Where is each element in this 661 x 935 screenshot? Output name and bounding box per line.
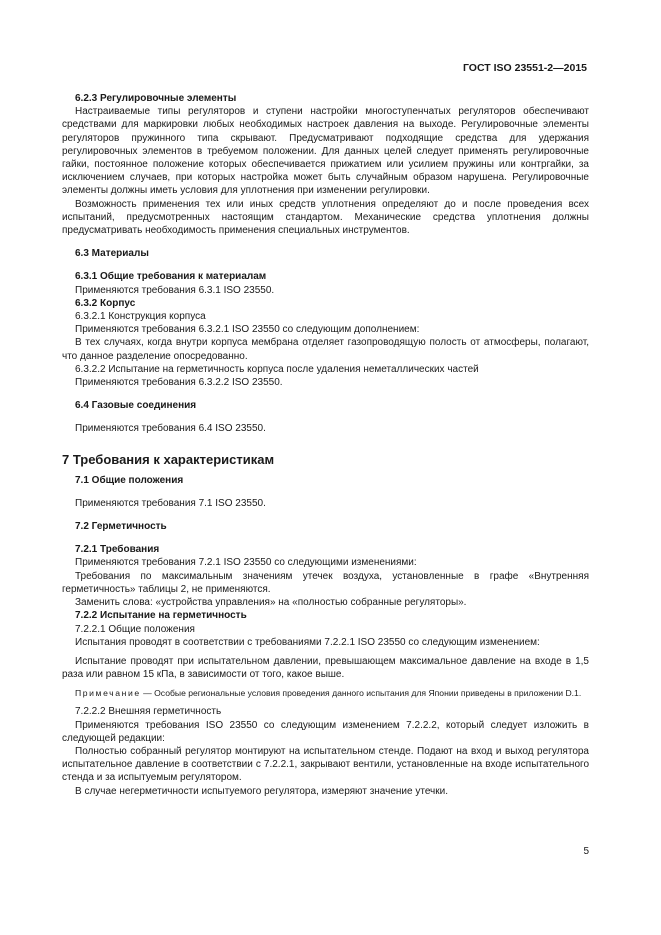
- paragraph: Применяются требования 7.1 ISO 23550.: [75, 497, 266, 509]
- section-6-3-1-title: 6.3.1 Общие требования к материалам: [75, 271, 267, 283]
- paragraph: Настраиваемые типы регуляторов и ступени настройки многоступенчатых регуляторов обеспечивают средствами для маркировки любых необходимых настроек давления на выходе. Регулировочные элементы регуляторов пружинного типа скрывают. Предусматривают подходящие средства для удержания регулировочных элементов в требуемом положении. Для данных целей следует применять регулировочные гайки, постоянное положение которых обеспечивается прижатием или усилием пружины или контргайки, за исключением случаев, при которых настройка может быть случайным образом нарушена. Регулировочные элементы должны иметь условия для уплотнения при изменении регулировки.: [62, 106, 589, 197]
- section-7-2-2-1-title: 7.2.2.1 Общие положения: [75, 623, 195, 635]
- paragraph: Применяются требования 7.2.1 ISO 23550 со следующими изменениями:: [75, 557, 417, 569]
- section-6-3-2-1-title: 6.3.2.1 Конструкция корпуса: [75, 311, 206, 323]
- paragraph: В случае негерметичности испытуемого регулятора, измеряют значение утечки.: [75, 785, 449, 797]
- note: [62, 687, 589, 699]
- section-6-3-title: 6.3 Материалы: [75, 248, 149, 260]
- paragraph: Заменить слова: «устройства управления» на «полностью собранные регуляторы».: [75, 597, 467, 609]
- note-text: — Особые региональные условия проведения данного испытания для Японии приведены в приложении D.1.: [140, 688, 582, 699]
- paragraph: Применяются требования 6.3.2.2 ISO 23550.: [75, 377, 283, 389]
- paragraph: Требования по максимальным значениям утечек воздуха, установленные в графе «Внутренняя герметичность» таблицы 2, не применяются.: [62, 570, 589, 595]
- section-6-2-3-title: 6.2.3 Регулировочные элементы: [75, 93, 237, 104]
- document-body: [62, 92, 589, 798]
- paragraph: Применяются требования 6.4 ISO 23550.: [75, 423, 266, 435]
- section-7-2-2-title: 7.2.2 Испытание на герметичность: [75, 610, 247, 622]
- paragraph: В тех случаях, когда внутри корпуса мембрана отделяет газопроводящую полость от атмосферы, полагают, что данное разделение опосредованно.: [62, 337, 589, 362]
- paragraph: Испытания проводят в соответствии с требованиями 7.2.2.1 ISO 23550 со следующим изменением:: [75, 636, 540, 648]
- section-7-2-2-2-title: 7.2.2.2 Внешняя герметичность: [75, 706, 222, 718]
- section-7-2-1-title: 7.2.1 Требования: [75, 544, 160, 556]
- section-6-3-2-title: 6.3.2 Корпус: [75, 297, 136, 309]
- paragraph: Применяются требования 6.3.2.1 ISO 23550 со следующим дополнением:: [75, 324, 420, 336]
- section-6-3-2-2-title: 6.3.2.2 Испытание на герметичность корпуса после удаления неметаллических частей: [75, 363, 479, 375]
- paragraph: Применяются требования 6.3.1 ISO 23550.: [75, 284, 275, 296]
- section-7-2-title: 7.2 Герметичность: [75, 521, 167, 533]
- section-7-title: 7 Требования к характеристикам: [62, 451, 275, 467]
- section-6-4-title: 6.4 Газовые соединения: [75, 400, 197, 412]
- paragraph: Полностью собранный регулятор монтируют на испытательном стенде. Подают на вход и выход регулятора испытательное давление в соответствии с 7.2.2.1, закрывают вентили, установленные на входе испытательного стенда и за испытуемым регулятором.: [62, 745, 589, 784]
- paragraph: Испытание проводят при испытательном давлении, превышающем максимальное давление на входе в 1,5 раза или равном 15 кПа, в зависимости от того, какое выше.: [62, 655, 589, 681]
- note-label: Примечание: [75, 688, 141, 699]
- paragraph: Возможность применения тех или иных средств уплотнения определяют до и после проведения всех испытаний, предусмотренных настоящим стандартом. Механические средства уплотнения должны предусматривать необходимость применения специальных инструментов.: [62, 198, 589, 237]
- paragraph: Применяются требования ISO 23550 со следующим изменением 7.2.2.2, который следует изложить в следующей редакции:: [62, 719, 589, 744]
- document-header: ГОСТ ISO 23551-2—2015: [462, 62, 587, 74]
- section-7-1-title: 7.1 Общие положения: [75, 474, 184, 486]
- page-number: 5: [583, 846, 589, 857]
